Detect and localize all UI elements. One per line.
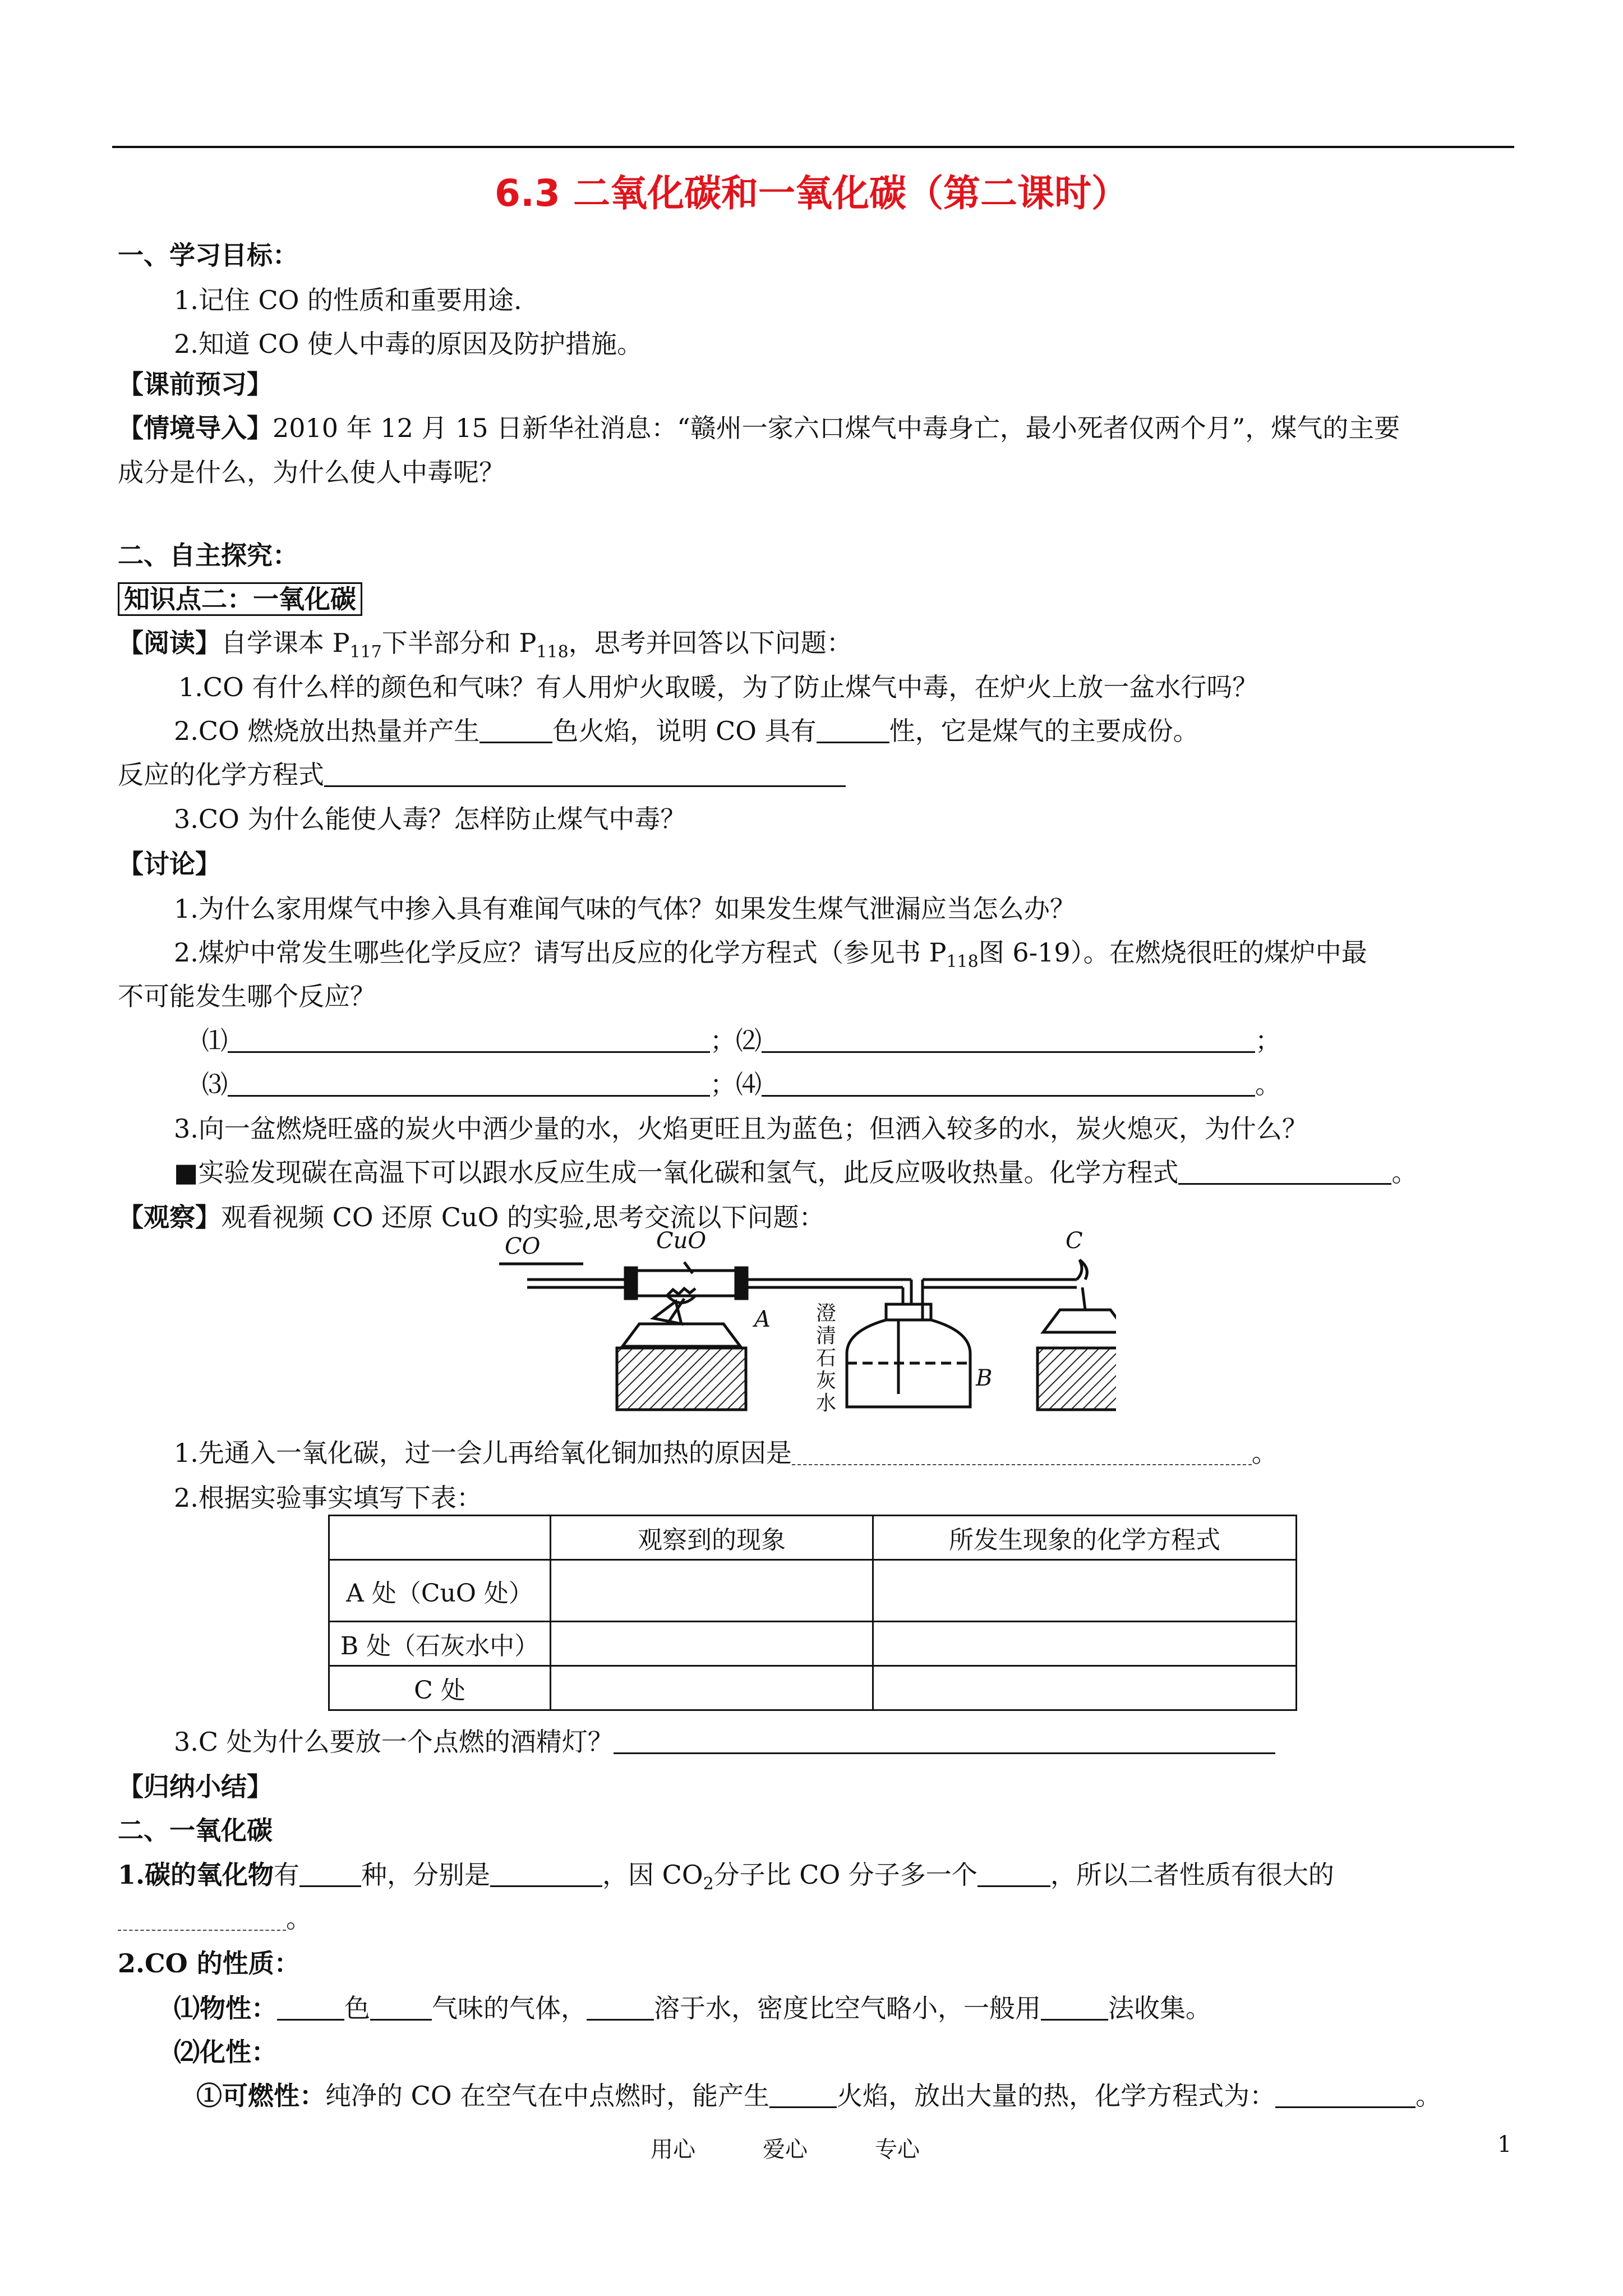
reaction-blank-1[interactable] [228, 1027, 710, 1053]
glass-tube-a [631, 1271, 740, 1296]
read-label: 【阅读】 [118, 628, 221, 658]
reaction-num-1: ⑴ [202, 1025, 228, 1056]
p1-text-d: ，因 CO [602, 1860, 703, 1890]
oq1-text: 1.先通入一氧化碳，过一会儿再给氧化铜加热的原因是 [174, 1438, 792, 1468]
flame-c [1077, 1260, 1087, 1280]
knowledge-point-box [118, 582, 362, 616]
discuss-question-2-cont: 不可能发生哪个反应？ [118, 981, 376, 1011]
summary-heading: 二、一氧化碳 [118, 1815, 273, 1846]
read-question-2 [174, 714, 1199, 748]
p1-text-a: 1.碳的氧化物 [118, 1860, 274, 1890]
collection-blank[interactable] [1041, 1994, 1108, 2021]
read-sub-2: 118 [536, 642, 569, 662]
reaction-num-3: ⑶ [202, 1069, 228, 1099]
intro-line-2: 成分是什么，为什么使人中毒呢？ [118, 457, 505, 487]
d2-text-b: 图 6-19）。在燃烧很旺的煤炉中最 [978, 937, 1367, 968]
p1-text-c: 种，分别是 [361, 1860, 491, 1890]
solubility-blank[interactable] [587, 1994, 654, 2021]
reaction-row-1 [202, 1024, 1281, 1057]
intro-label: 【情境导入】 [118, 413, 273, 443]
footer-motto-1: 用心 [651, 2137, 695, 2162]
phys-text-c: 溶于水，密度比空气略小，一般用 [654, 1993, 1041, 2023]
p1-text-f: ，所以二者性质有很大的 [1050, 1860, 1334, 1890]
phys-text-a: 色 [344, 1993, 370, 2023]
physical-properties [174, 1991, 1211, 2025]
comb-text-c: 。 [1415, 2081, 1442, 2111]
q2-text-b: 色火焰，说明 CO 具有 [552, 716, 817, 746]
label-b: B [976, 1365, 993, 1391]
reaction-end-1: ； [1255, 1025, 1281, 1056]
reaction-num-4: ；⑷ [710, 1069, 762, 1099]
footer-motto [651, 2132, 920, 2164]
phys-text-d: 法收集。 [1108, 1993, 1211, 2023]
p1-text-e: 分子比 CO 分子多一个 [713, 1860, 978, 1890]
cell-a-phenomenon[interactable] [551, 1560, 873, 1622]
reason-blank[interactable] [792, 1439, 1252, 1465]
odor-blank[interactable] [370, 1994, 432, 2021]
read-text-b: 下半部分和 P [381, 628, 537, 658]
chemical-properties: ⑵化性： [174, 2037, 277, 2067]
cell-c-phenomenon[interactable] [551, 1666, 873, 1710]
row-label-a: A 处（CuO 处） [329, 1560, 551, 1622]
phys-text-b: 气味的气体， [432, 1993, 587, 2023]
discuss-question-3: 3.向一盆燃烧旺盛的炭火中洒少量的水，火焰更旺且为蓝色；但洒入较多的水，炭火熄灭，为什么？ [174, 1114, 1308, 1144]
co-reduction-apparatus-figure [499, 1226, 1116, 1416]
oxide-names-blank[interactable] [490, 1861, 602, 1887]
combustion-equation-blank[interactable] [1275, 2082, 1415, 2108]
discuss-question-1: 1.为什么家用煤气中掺入具有难闻气味的气体？如果发生煤气泄漏应当怎么办？ [174, 894, 1076, 924]
equation-blank[interactable] [324, 761, 846, 787]
cell-a-equation[interactable] [873, 1560, 1297, 1622]
lime-char-4: 灰 [816, 1369, 837, 1392]
label-a: A [754, 1306, 771, 1332]
lime-char-5: 水 [816, 1392, 837, 1415]
stand-a [617, 1348, 746, 1410]
reaction-num-2: ；⑵ [710, 1025, 762, 1056]
row-label-c: C 处 [329, 1666, 551, 1710]
reaction-row-2 [202, 1068, 1281, 1101]
lime-char-3: 石 [816, 1347, 837, 1370]
comb-text-a: 纯净的 CO 在空气在中点燃时，能产生 [325, 2081, 770, 2111]
header-rule [112, 146, 1514, 148]
d2-sub: 118 [946, 952, 979, 972]
extra-atom-blank[interactable] [978, 1861, 1050, 1887]
table-row [329, 1666, 1297, 1710]
observe-question-1 [174, 1436, 1278, 1470]
observation-table [328, 1515, 1297, 1711]
p1-text-g: 。 [286, 1903, 312, 1934]
table-row [329, 1622, 1297, 1666]
q2-text-c: 性，它是煤气的主要成份。 [889, 716, 1199, 746]
combustibility [196, 2079, 1441, 2113]
equation-label: 反应的化学方程式 [118, 760, 324, 790]
burner-a-flame [653, 1301, 681, 1324]
oq3-text: 3.C 处为什么要放一个点燃的酒精灯？ [174, 1727, 614, 1757]
flame-color-blank[interactable] [479, 717, 552, 743]
summary-label: 【归纳小结】 [118, 1772, 273, 1802]
property-blank[interactable] [817, 717, 889, 743]
goal-2: 2.知道 CO 使人中毒的原因及防护措施。 [174, 329, 643, 359]
reaction-blank-3[interactable] [228, 1070, 710, 1097]
discuss-question-2 [174, 936, 1367, 979]
lime-char-1: 澄 [816, 1302, 837, 1325]
d4-end: 。 [1391, 1157, 1418, 1188]
comb-text-b: 火焰，放出大量的热，化学方程式为： [837, 2081, 1276, 2111]
summary-point-2: 2.CO 的性质： [118, 1948, 300, 1978]
table-row [329, 1560, 1297, 1622]
reaction-blank-4[interactable] [762, 1070, 1255, 1097]
burner-c-body [1043, 1310, 1116, 1332]
table-header-equation: 所发生现象的化学方程式 [873, 1516, 1297, 1560]
read-question-3: 3.CO 为什么能使人毒？怎样防止煤气中毒？ [174, 804, 686, 834]
p1-text-b: 有 [274, 1860, 300, 1890]
oxide-count-blank[interactable] [299, 1861, 361, 1887]
label-cuo: CuO [656, 1228, 707, 1254]
water-gas-equation-blank[interactable] [1178, 1158, 1391, 1185]
read-question-1: 1.CO 有什么样的颜色和气味？有人用炉火取暖，为了防止煤气中毒，在炉火上放一盆水行吗？ [178, 672, 1258, 702]
oq1-end: 。 [1251, 1438, 1278, 1468]
read-sub-1: 117 [349, 642, 382, 662]
read-text-c: ，思考并回答以下问题： [568, 628, 852, 658]
lime-char-2: 清 [816, 1324, 837, 1347]
section-heading-goals: 一、学习目标： [118, 240, 298, 270]
label-c: C [1066, 1228, 1083, 1254]
p1-sub: 2 [703, 1874, 714, 1894]
reaction-blank-2[interactable] [762, 1027, 1255, 1053]
goal-1: 1.记住 CO 的性质和重要用途. [174, 285, 522, 315]
page-title: 6.3 二氧化碳和一氧化碳（第二课时） [495, 172, 1128, 215]
label-co: CO [505, 1234, 541, 1259]
intro-line-1 [118, 411, 1400, 445]
preview-label: 【课前预习】 [118, 369, 273, 399]
cell-b-equation[interactable] [873, 1622, 1297, 1666]
phys-label: ⑴物性： [174, 1993, 277, 2023]
stand-c [1038, 1348, 1116, 1410]
row-label-b: B 处（石灰水中） [329, 1622, 551, 1666]
observe-question-3 [174, 1725, 1275, 1759]
d4-text: ■实验发现碳在高温下可以跟水反应生成一氧化碳和氢气，此反应吸收热量。化学方程式 [174, 1157, 1179, 1188]
footer-motto-2: 爱心 [763, 2137, 808, 2162]
table-header-empty [329, 1516, 551, 1560]
equation-line [118, 758, 846, 792]
d2-text-a: 2.煤炉中常发生哪些化学反应？请写出反应的化学方程式（参见书 P [174, 937, 947, 968]
knowledge-point-label: 知识点二：一氧化碳 [118, 582, 362, 616]
cell-b-phenomenon[interactable] [551, 1622, 873, 1666]
table-header-row [329, 1516, 1297, 1560]
color-blank[interactable] [277, 1994, 344, 2021]
observe-question-2: 2.根据实验事实填写下表： [174, 1483, 482, 1513]
discuss-experiment [174, 1156, 1417, 1189]
footer-motto-3: 专心 [875, 2137, 920, 2162]
reaction-end-2: 。 [1255, 1069, 1281, 1099]
read-line [118, 626, 852, 669]
table-header-phenomenon: 观察到的现象 [551, 1516, 873, 1560]
summary-point-1 [118, 1858, 1334, 1901]
q2-text-a: 2.CO 燃烧放出热量并产生 [174, 716, 480, 746]
cell-c-equation[interactable] [873, 1666, 1297, 1710]
burner-a-body [623, 1324, 740, 1346]
difference-blank[interactable] [118, 1905, 286, 1931]
read-text-a: 自学课本 P [221, 628, 350, 658]
observe-text: 观看视频 CO 还原 CuO 的实验,思考交流以下问题： [221, 1202, 825, 1232]
observe-label: 【观察】 [118, 1202, 221, 1232]
stopper-b [886, 1304, 931, 1320]
flame-blank[interactable] [769, 2082, 837, 2108]
comb-label: ①可燃性： [196, 2081, 325, 2111]
lamp-reason-blank[interactable] [614, 1728, 1275, 1754]
intro-text: 2010 年 12 月 15 日新华社消息：“赣州一家六口煤气中毒身亡，最小死者仅两个月”，煤气的主要 [273, 413, 1400, 443]
page-number: 1 [1497, 2132, 1512, 2157]
section-heading-explore: 二、自主探究： [118, 540, 298, 570]
summary-point-1-cont [118, 1902, 312, 1935]
discuss-label: 【讨论】 [118, 849, 221, 879]
